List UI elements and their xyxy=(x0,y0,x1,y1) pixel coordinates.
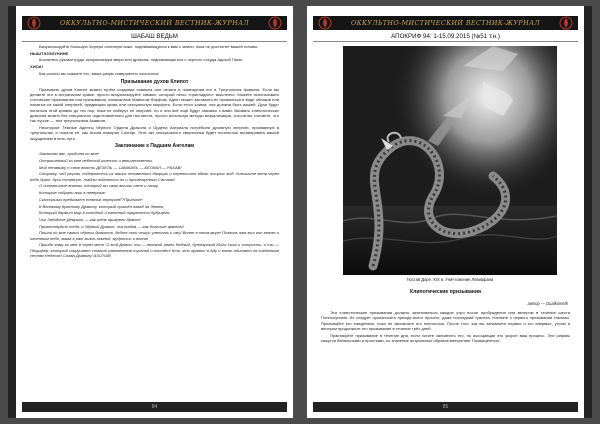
poem-line: Заклинаю вас, придите ко мне! xyxy=(39,151,99,157)
header-title: ОККУЛЬТНО-МИСТИЧЕСКИЙ ВЕСТНИК-ЖУРНАЛ xyxy=(350,19,541,27)
poem-line: Мой ненавижу о свою власть ДЕЗЕЛЬ — САМАЭЛЬ — БЕЛИАЛ — РАХАВ! xyxy=(39,164,182,170)
page-number: 85 xyxy=(442,404,449,410)
left-page xyxy=(8,6,293,418)
page-footer xyxy=(22,402,287,412)
flame-emblem-icon xyxy=(316,15,334,31)
author-line: автор — Dualkometh xyxy=(527,301,568,306)
paragraph: ХИОА! xyxy=(30,64,43,70)
poem-line: Скоторыми пребывает темных внутриеЕ?Придите! xyxy=(39,196,143,202)
poem-line: Сторожу, чей утром, содержитесь из ваших неизменных дворцах и переносите вдоль острых вод! Услышьте меня через небо брат, духи сотрясут, тайны подняться ли и просвещенных Сатаны! xyxy=(30,171,279,182)
section-title: Заклинание к Падшим Ангелам xyxy=(114,143,195,150)
paragraph: Визуализируйте большую Черную огненную хиже, поднимающуюся к вам с земли, пока не достигнет вашей головы: xyxy=(39,44,259,49)
paragraph: НЫШТЭЗЭХУНИНЕ xyxy=(30,50,69,56)
page-header xyxy=(22,16,287,30)
paragraph: Практикуйте призывание в течение дня, если хотите запомнить его, по ассоциации это укорит ваш процесс. Эти рифмы кажутся банальными и простыми, но значение астральных образов впечатляет Посвящённого. xyxy=(321,332,570,343)
poem-line: К Великому Красному Дракону, который пришёл назад на Землю, xyxy=(39,203,165,209)
poem-line: Прииди кому ко мне в через меня. О мой Демон, ты — великий ангел бедный, бунтарский Бойы сила и хитрость, о ты — Люцифер, который сокрушает ставит развлечения тусклой и плотёт! Кто, кто правит в Аду и вновь обитает за созданным сенням Небесах! Слава Дьяволу! АЗОТОВ! xyxy=(30,242,279,258)
divider xyxy=(313,41,578,42)
poem-line: Пошли ко мне самых чёрных драконов, бейте свои чешуи улетать к ожу! Волне в этом мире! Позволь нам жил кол землю и огненным небо, мама в раю жизнь земной, мудрость и волна! xyxy=(30,230,279,241)
flame-emblem-icon xyxy=(557,15,575,31)
section-title: Призывание духов Клипот xyxy=(120,78,189,85)
page-edge xyxy=(8,6,16,418)
page-subheader: ШАБАШ ВЕДЬМ xyxy=(131,33,178,40)
right-body xyxy=(321,310,570,345)
page-edge xyxy=(584,6,592,418)
intro-block xyxy=(30,44,279,76)
left-body xyxy=(30,44,279,260)
page-number: 84 xyxy=(151,404,158,410)
section-title: Клипотические призывания xyxy=(410,289,481,295)
illustration-caption: Гюстав Доре. XIX в. Уничтожение Левиафана xyxy=(406,277,494,282)
poem-line: Отпрошенный ко мне небесной колесит и величественны, xyxy=(39,158,154,164)
paragraph: Эти клипотические призывания должны зачитываться каждое утро после пробуждения или вечером в течение шести Полнолунием. Их следует произносить прежде всего прочего, даже последний туалета. Начните с первого призывания Нахемы. Призывайте его ежедневно, пока не запомните его полностью. После того, как вы запомните первое и его впервые, утром и вечером продолжите это призывание в течение трёх дней. xyxy=(321,310,570,331)
poem-line: Чьи Звёздные Девушки — как шёлк пригрели дракон! xyxy=(39,216,141,222)
section-body xyxy=(30,87,279,141)
paragraph: Некоторые Тёмные Адепты Чёрного Ордена Дракона и Ордена Азериала потребили духовную энергию, призванную в треугольник, и поняли её, как Апопа пожирал Солнце. Этот акт сексуального сверхсинка будет полностью активировать вашей ощущением в пить путь. xyxy=(30,125,279,141)
page-footer xyxy=(313,402,578,412)
poem-block xyxy=(30,151,279,258)
poem-line: Которые собрали ваш в неверные, xyxy=(39,190,107,196)
poem-line: Привествуйте тебя, о Чёрный Дракон, чья тайна — как большие факелы! xyxy=(39,223,184,229)
divider xyxy=(22,41,287,42)
paragraph: Как сильно вы скажите это, ваша разум совершенно очистился. xyxy=(39,70,160,76)
flame-emblem-icon xyxy=(266,15,284,31)
flame-emblem-icon xyxy=(25,15,43,31)
right-page xyxy=(307,6,592,418)
paragraph: Коснитесь руками груди, визуализируя звери или дракона, поднимающегося с черного сосуда Адской Пасы: xyxy=(39,57,244,63)
header-title: ОККУЛЬТНО-МИСТИЧЕСКИЙ ВЕСТНИК-ЖУРНАЛ xyxy=(59,19,250,27)
engraving-illustration xyxy=(343,46,557,275)
page-subheader: АПОКРИФ 94: 1-15.09.2015 (№51 т.н.) xyxy=(391,33,500,40)
paragraph: Призывать духов Клипот можно путём создания символа или печати в помещении его в Треугольник Акавиля. Если вы делаете это в астральном храме, просто визуализируйте символ, который легко «пригладить» мысленно. Можете использовать готические призывания или призывания, написанные Майклом Форфом. Адепт может заставить их проявиться в виде облаков или нанятых из какой энергией, предвещая кровь или сексуальную морфлть. Если этого клима, она должна быть вашей. Духи будут пытаться этой кровью до тех пор, пока не наберут её энергию, но и они всё ещё будут связаны с вами. Вызвать клипотических демонов можно без специально подготовленного для них места, просто используя методы визуализации, а если вы считаете, что так лучше — тем треугольника Акавиля. xyxy=(30,86,279,124)
poem-line: О ничегошные ангелы, который вы сами вышли свет и тьму, xyxy=(39,183,159,189)
page-header xyxy=(313,16,578,30)
poem-line: Который даржит мир в холодной и огненной окружности будущего, xyxy=(39,210,171,216)
